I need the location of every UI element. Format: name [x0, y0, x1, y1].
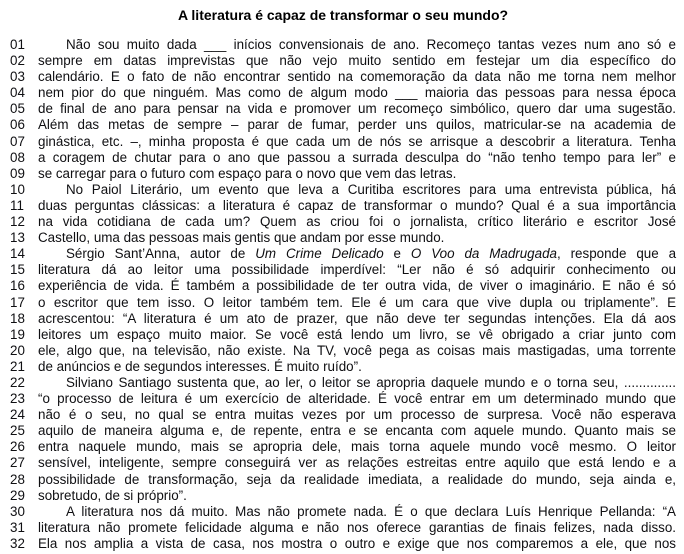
line-number: 12 — [10, 214, 25, 230]
text-line — [10, 166, 676, 182]
text-line — [10, 536, 676, 552]
text-segment: ele, algo que, na televisão, não existe. Na TV, você pega as coisas mais mastigadas, uma torrente — [38, 342, 676, 358]
line-text — [38, 150, 676, 166]
line-number: 02 — [10, 53, 25, 69]
text-segment: A literatura nos dá muito. Mas não promete nada. É o que declara Luís Henrique Pellanda: “A — [66, 503, 676, 519]
text-line — [10, 278, 676, 294]
line-number: 21 — [10, 358, 25, 374]
line-number: 07 — [10, 133, 25, 149]
text-line — [10, 488, 676, 504]
line-text — [38, 327, 676, 343]
text-segment: “o processo de leitura é um exercício de alteridade. É você entrar em um determinado mundo que — [38, 391, 676, 407]
line-text — [38, 423, 676, 439]
line-text — [38, 536, 676, 552]
text-segment: a coragem de chutar para o ano que passou a surrada desculpa do “não tenho tempo para ler” e — [38, 149, 676, 165]
line-number: 23 — [10, 391, 25, 407]
line-text — [38, 117, 676, 133]
line-text — [38, 391, 676, 407]
text-segment: de final de ano para pensar na vida e promover um recomeço simbólico, quero dar uma sugestão. — [38, 101, 676, 117]
line-text — [38, 37, 676, 53]
text-line — [10, 230, 676, 246]
text-segment: Sérgio Sant’Anna, autor de — [66, 246, 256, 262]
text-line — [10, 214, 676, 230]
text-segment: Não sou muito dada ___ inícios convensionais de ano. Recomeço tantas vezes num ano só e — [66, 37, 676, 52]
text-line — [10, 423, 676, 439]
text-line — [10, 295, 676, 311]
line-number: 01 — [10, 37, 25, 52]
line-number: 19 — [10, 326, 25, 342]
line-number: 06 — [10, 117, 25, 133]
line-number: 28 — [10, 471, 25, 487]
line-number: 11 — [10, 197, 24, 213]
text-line — [10, 134, 676, 150]
line-text — [38, 262, 676, 278]
line-text — [38, 214, 676, 230]
book-title: O Voo da Madrugada — [410, 246, 557, 262]
text-segment: o escritor que tem isso. O leitor também tem. Ele é um cara que vive dupla ou triplamente”. E — [38, 294, 676, 310]
line-number: 20 — [10, 342, 25, 358]
text-segment: acrescentou: “A literatura é um ato de prazer, que não deve ter segundas intenções. Ela dá aos — [38, 310, 676, 326]
text-line — [10, 375, 676, 391]
line-text — [38, 182, 676, 198]
text-line — [10, 246, 676, 262]
text-segment: leitores um espaço muito maior. Se você está lendo um livro, se vê obrigado a criar junto com — [38, 326, 676, 342]
text-segment: sempre em datas imprevistas que não vejo muito sentido em festejar um dia específico do — [38, 53, 676, 69]
text-segment: literatura dá ao leitor uma possibilidade imperdível: “Ler não é só adquirir conhecimento ou — [38, 262, 676, 278]
text-line — [10, 407, 676, 423]
book-title: Um Crime Delicado — [255, 246, 384, 262]
text-line — [10, 262, 676, 278]
line-text — [38, 455, 676, 471]
line-text — [38, 520, 676, 536]
text-segment: , responde que a — [556, 246, 677, 262]
line-number: 03 — [10, 69, 25, 85]
text-segment: aquilo de maneira alguma e, de repente, entra e se encanta com aquele mundo. Quanto mais se — [38, 423, 676, 439]
text-segment: Ela nos amplia a vista de casa, nos mostra o outro e exige que nos comparemos a ele, que nos — [38, 535, 676, 551]
line-text — [38, 230, 676, 246]
line-text — [38, 488, 676, 504]
text-segment: literatura não promete felicidade alguma e não nos oferece garantias de finais felizes, nada disso. — [38, 519, 676, 535]
line-text — [38, 472, 676, 488]
line-number: 26 — [10, 439, 25, 455]
text-line — [10, 439, 676, 455]
line-number: 32 — [10, 535, 25, 551]
text-line — [10, 117, 676, 133]
line-text — [38, 198, 676, 214]
line-number: 25 — [10, 423, 25, 439]
line-text — [38, 375, 676, 391]
text-line — [10, 359, 676, 375]
line-number: 22 — [10, 374, 25, 390]
text-line — [10, 472, 676, 488]
text-line — [10, 101, 676, 117]
line-text — [38, 101, 676, 117]
page-title: A literatura é capaz de transformar o seu mundo? — [177, 7, 509, 23]
text-segment: de anúncios e de segundos interesses. É muito ruído”. — [38, 358, 362, 374]
line-text — [38, 134, 676, 150]
text-line — [10, 520, 676, 536]
line-number: 13 — [10, 230, 25, 246]
text-segment: entra naquele mundo, mais se apropria dele, mais torna aquele mundo você mesmo. O leitor — [38, 439, 676, 455]
text-line — [10, 85, 676, 101]
line-number: 24 — [10, 407, 25, 423]
text-segment: duas perguntas clássicas: a literatura é capaz de transformar o mundo? Qual é a sua importância — [38, 197, 676, 213]
line-number: 17 — [10, 294, 25, 310]
text-segment: sensível, inteligente, sempre conseguirá ver as relações estreitas entre aquilo que está lendo e a — [38, 455, 676, 471]
line-number: 16 — [10, 278, 25, 294]
text-body — [10, 37, 676, 552]
line-number: 09 — [10, 165, 25, 181]
line-number: 29 — [10, 487, 25, 503]
line-text — [38, 53, 676, 69]
line-text — [38, 439, 676, 455]
line-number: 27 — [10, 455, 25, 471]
text-segment: Castello, uma das pessoas mais gentis que andam por esse mundo. — [38, 230, 445, 246]
line-text — [38, 295, 676, 311]
text-line — [10, 69, 676, 85]
text-segment: se carregar para o futuro com espaço para o novo que vem das letras. — [38, 165, 457, 181]
text-segment: calendário. E o fato de não encontrar sentido na comemoração da data não me torna nem melhor — [38, 69, 676, 85]
text-line — [10, 311, 676, 327]
line-number: 05 — [10, 101, 25, 117]
text-line — [10, 37, 676, 53]
text-segment: não é o seu, no qual se entra muitas vezes por um processo de surpresa. Você não esperava — [38, 407, 676, 423]
line-text — [38, 504, 676, 520]
line-text — [38, 359, 676, 375]
text-segment: e — [383, 246, 411, 262]
line-text — [38, 311, 676, 327]
text-line — [10, 343, 676, 359]
line-text — [38, 278, 676, 294]
line-text — [38, 85, 676, 101]
text-segment: experiência de vida. É também a possibilidade de ter outra vida, de viver o imaginário. E não é só — [38, 278, 676, 294]
text-line — [10, 182, 676, 198]
line-number: 18 — [10, 310, 25, 326]
text-segment: Silviano Santiago sustenta que, ao ler, o leitor se apropria daquele mundo e o torna seu, .............. — [66, 374, 676, 390]
text-segment: possibilidade de transformação, seja da realidade imediata, a realidade do mundo, seja ainda e, — [38, 471, 676, 487]
line-text — [38, 343, 676, 359]
text-segment: na vida cotidiana de cada um? Quem as criou foi o jornalista, crítico literário e escritor José — [38, 214, 676, 230]
line-number: 31 — [10, 519, 25, 535]
line-text — [38, 246, 676, 262]
line-number: 14 — [10, 246, 25, 262]
text-line — [10, 53, 676, 69]
text-line — [10, 504, 676, 520]
line-text — [38, 166, 676, 182]
text-segment: Além das metas de sempre – parar de fumar, perder uns quilos, matricular-se na academia de — [38, 117, 676, 133]
text-line — [10, 455, 676, 471]
line-number: 15 — [10, 262, 25, 278]
line-number: 10 — [10, 181, 25, 197]
text-line — [10, 198, 676, 214]
text-segment: ginástica, etc. –, minha proposta é que cada um de nós se arrisque a descobrir a literatura. Tenha — [38, 133, 676, 149]
text-segment: nem pior do que ninguém. Mas como de algum modo ___ maioria das pessoas para nessa época — [38, 85, 676, 101]
text-segment: No Paiol Literário, um evento que leva a Curitiba escritores para uma entrevista pública, há — [66, 181, 676, 197]
text-line — [10, 327, 676, 343]
line-number: 04 — [10, 85, 25, 101]
text-segment: sobretudo, de si próprio”. — [38, 487, 187, 503]
line-text — [38, 407, 676, 423]
text-line — [10, 391, 676, 407]
line-number: 08 — [10, 149, 25, 165]
line-text — [38, 69, 676, 85]
text-line — [10, 150, 676, 166]
line-number: 30 — [10, 503, 25, 519]
